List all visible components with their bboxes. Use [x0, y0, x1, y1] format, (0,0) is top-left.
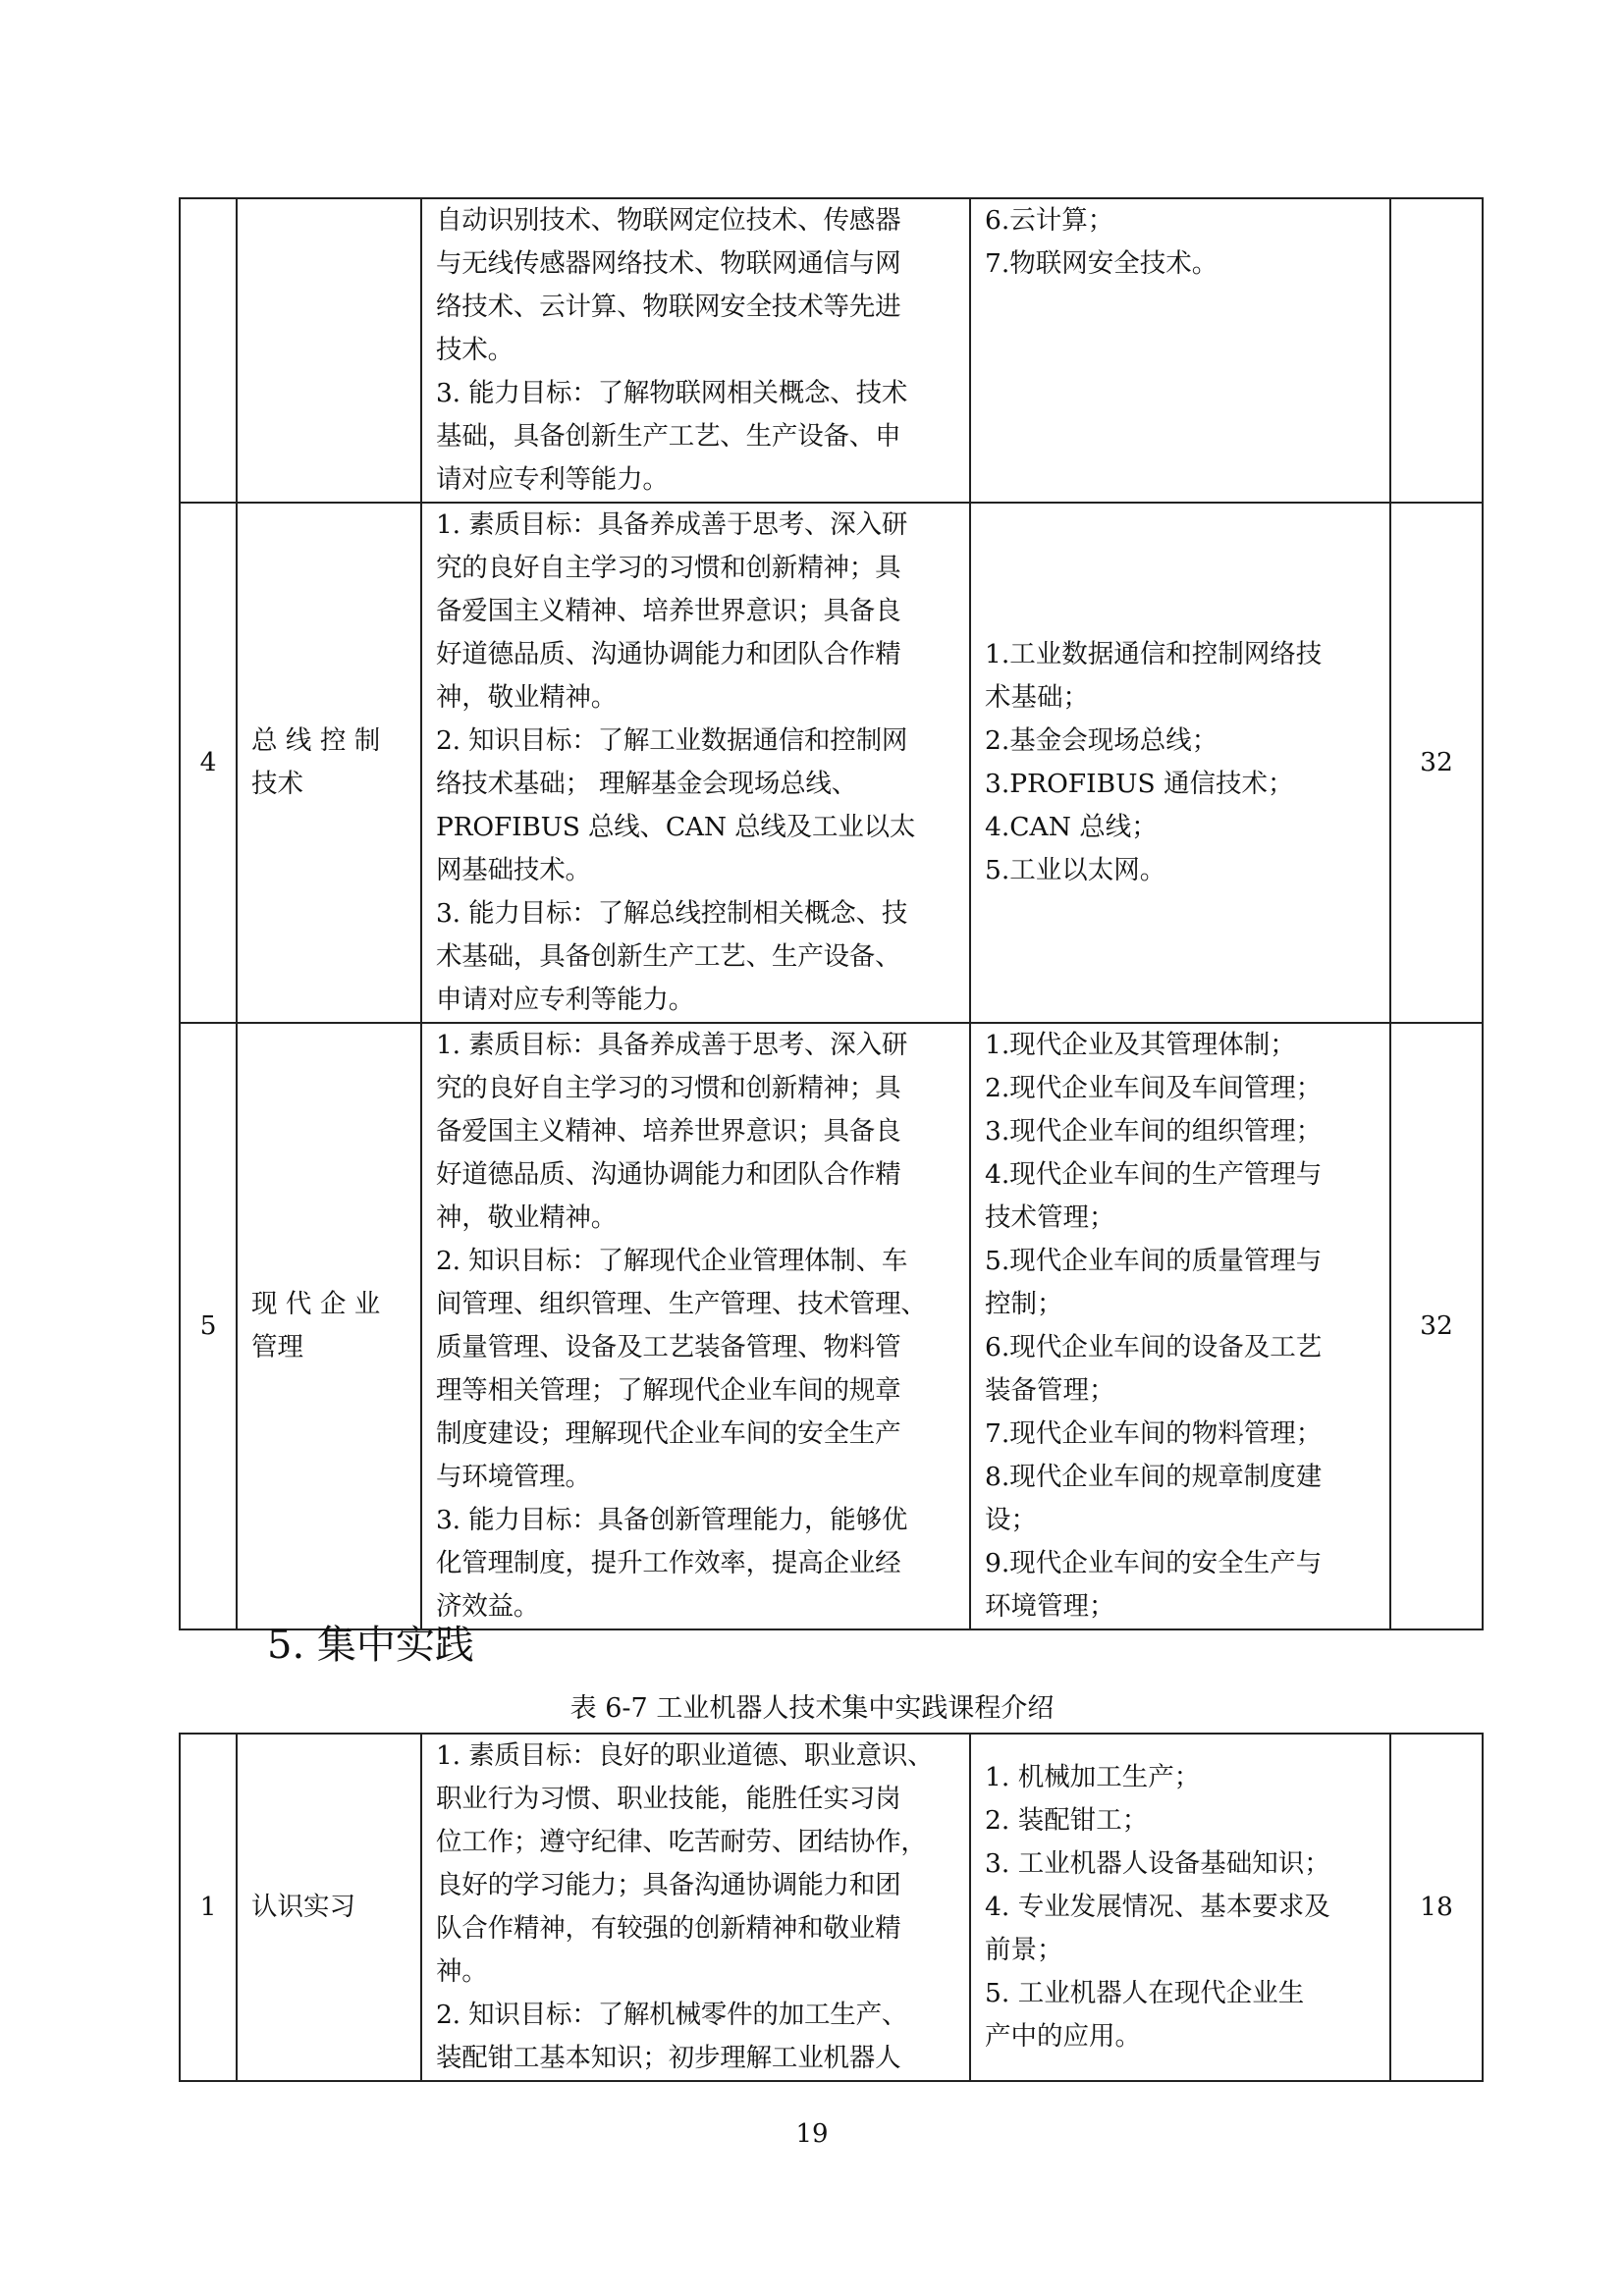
goal-line: 质量管理、设备及工艺装备管理、物料管 — [436, 1332, 901, 1362]
table-caption: 表 6-7 工业机器人技术集中实践课程介绍 — [569, 1693, 1055, 1724]
content-line: 7.现代企业车间的物料管理； — [985, 1418, 1323, 1449]
goal-line: 究的良好自主学习的习惯和创新精神；具 — [436, 553, 901, 583]
practice-course-table — [179, 1733, 1484, 2082]
table-row — [180, 198, 1483, 503]
content-line: 3.现代企业车间的组织管理； — [985, 1116, 1323, 1147]
course-goals-cell — [421, 198, 970, 503]
course-name-cell — [237, 1023, 421, 1629]
goal-line: 与环境管理。 — [436, 1462, 591, 1492]
table-row — [180, 503, 1483, 1023]
course-name-line: 总 线 控 制 — [251, 725, 381, 756]
goal-line: 网基础技术。 — [436, 855, 591, 885]
hours-cell — [1390, 198, 1483, 503]
content-line: 2. 装配钳工； — [985, 1805, 1149, 1836]
course-name-cell — [237, 198, 421, 503]
row-number-cell: 4 — [180, 503, 237, 1023]
hours-cell: 32 — [1390, 503, 1483, 1023]
goal-line: 络技术、云计算、物联网安全技术等先进 — [436, 292, 901, 322]
content-line: 6.现代企业车间的设备及工艺 — [985, 1332, 1323, 1362]
goal-line: 备爱国主义精神、培养世界意识；具备良 — [436, 1116, 901, 1147]
goal-line: 好道德品质、沟通协调能力和团队合作精 — [436, 1159, 901, 1190]
content-line: 2.基金会现场总线； — [985, 725, 1218, 756]
row-number-cell — [180, 198, 237, 503]
content-line: 5.工业以太网。 — [985, 855, 1166, 885]
goal-line: 请对应专利等能力。 — [436, 464, 669, 495]
content-line: 7.物联网安全技术。 — [985, 248, 1218, 279]
goal-line: 神，敬业精神。 — [436, 1202, 618, 1233]
goal-line: 2. 知识目标：了解机械零件的加工生产、 — [436, 2000, 908, 2030]
goal-line: 技术。 — [436, 335, 514, 365]
course-content-cell — [970, 1734, 1390, 2081]
goal-line: PROFIBUS 总线、CAN 总线及工业以太 — [436, 812, 916, 842]
content-line: 2.现代企业车间及车间管理； — [985, 1073, 1323, 1103]
content-line: 环境管理； — [985, 1591, 1115, 1622]
goal-line: 2. 知识目标：了解现代企业管理体制、车 — [436, 1246, 908, 1276]
content-line: 8.现代企业车间的规章制度建 — [985, 1462, 1323, 1492]
goal-line: 位工作；遵守纪律、吃苦耐劳、团结协作， — [436, 1827, 927, 1857]
content-line: 4.现代企业车间的生产管理与 — [985, 1159, 1323, 1190]
goal-line: 好道德品质、沟通协调能力和团队合作精 — [436, 639, 901, 669]
course-goals-cell — [421, 503, 970, 1023]
course-goals-cell — [421, 1734, 970, 2081]
goal-line: 职业行为习惯、职业技能，能胜任实习岗 — [436, 1784, 901, 1814]
course-goals-cell — [421, 1023, 970, 1629]
course-name-line: 认识实习 — [251, 1892, 355, 1922]
goal-line: 3. 能力目标：具备创新管理能力，能够优 — [436, 1505, 908, 1535]
content-line: 产中的应用。 — [985, 2021, 1141, 2052]
goal-line: 1. 素质目标：具备养成善于思考、深入研 — [436, 509, 908, 540]
goal-line: 1. 素质目标：良好的职业道德、职业意识、 — [436, 1740, 934, 1771]
content-line: 3. 工业机器人设备基础知识； — [985, 1848, 1330, 1879]
content-line: 技术管理； — [985, 1202, 1115, 1233]
goal-line: 3. 能力目标：了解物联网相关概念、技术 — [436, 378, 908, 408]
content-line: 术基础； — [985, 682, 1089, 713]
goal-line: 申请对应专利等能力。 — [436, 985, 694, 1015]
row-number-cell: 1 — [180, 1734, 237, 2081]
content-line: 5.现代企业车间的质量管理与 — [985, 1246, 1323, 1276]
goal-line: 制度建设；理解现代企业车间的安全生产 — [436, 1418, 901, 1449]
course-name-cell — [237, 503, 421, 1023]
goal-line: 队合作精神，有较强的创新精神和敬业精 — [436, 1913, 901, 1944]
table-row — [180, 1023, 1483, 1629]
goal-line: 良好的学习能力；具备沟通协调能力和团 — [436, 1870, 901, 1900]
goal-line: 间管理、组织管理、生产管理、技术管理、 — [436, 1289, 927, 1319]
goal-line: 3. 能力目标：了解总线控制相关概念、技 — [436, 898, 908, 929]
section-heading: 5. 集中实践 — [267, 1623, 474, 1668]
goal-line: 神，敬业精神。 — [436, 682, 618, 713]
goal-line: 1. 素质目标：具备养成善于思考、深入研 — [436, 1030, 908, 1060]
goal-line: 化管理制度，提升工作效率，提高企业经 — [436, 1548, 901, 1578]
content-line: 4. 专业发展情况、基本要求及 — [985, 1892, 1330, 1922]
course-name-line: 技术 — [251, 769, 303, 799]
content-line: 1.现代企业及其管理体制； — [985, 1030, 1296, 1060]
course-name-line: 现 代 企 业 — [251, 1289, 381, 1319]
content-line: 5. 工业机器人在现代企业生 — [985, 1978, 1305, 2008]
goal-line: 装配钳工基本知识；初步理解工业机器人 — [436, 2043, 901, 2073]
row-number-cell: 5 — [180, 1023, 237, 1629]
goal-line: 济效益。 — [436, 1591, 540, 1622]
goal-line: 基础，具备创新生产工艺、生产设备、申 — [436, 421, 901, 452]
hours-cell: 32 — [1390, 1023, 1483, 1629]
goal-line: 自动识别技术、物联网定位技术、传感器 — [436, 205, 901, 236]
content-line: 3.PROFIBUS 通信技术； — [985, 769, 1294, 799]
goal-line: 究的良好自主学习的习惯和创新精神；具 — [436, 1073, 901, 1103]
table-row — [180, 1734, 1483, 2081]
content-line: 6.云计算； — [985, 205, 1114, 236]
goal-line: 络技术基础； 理解基金会现场总线、 — [436, 769, 858, 799]
goal-line: 备爱国主义精神、培养世界意识；具备良 — [436, 596, 901, 626]
content-line: 9.现代企业车间的安全生产与 — [985, 1548, 1323, 1578]
course-content-cell — [970, 198, 1390, 503]
hours-cell: 18 — [1390, 1734, 1483, 2081]
goal-line: 理等相关管理；了解现代企业车间的规章 — [436, 1375, 901, 1406]
goal-line: 神。 — [436, 1956, 488, 1987]
goal-line: 与无线传感器网络技术、物联网通信与网 — [436, 248, 901, 279]
goal-line: 2. 知识目标：了解工业数据通信和控制网 — [436, 725, 908, 756]
content-line: 控制； — [985, 1289, 1063, 1319]
course-name-line: 管理 — [251, 1332, 303, 1362]
course-table-continued — [179, 197, 1484, 1630]
goal-line: 术基础，具备创新生产工艺、生产设备、 — [436, 941, 901, 972]
content-line: 前景； — [985, 1935, 1063, 1965]
course-content-cell — [970, 503, 1390, 1023]
course-content-cell — [970, 1023, 1390, 1629]
page-number: 19 — [795, 2119, 829, 2149]
content-line: 1. 机械加工生产； — [985, 1762, 1201, 1792]
content-line: 1.工业数据通信和控制网络技 — [985, 639, 1323, 669]
content-line: 4.CAN 总线； — [985, 812, 1158, 842]
content-line: 装备管理； — [985, 1375, 1115, 1406]
content-line: 设； — [985, 1505, 1037, 1535]
course-name-cell — [237, 1734, 421, 2081]
